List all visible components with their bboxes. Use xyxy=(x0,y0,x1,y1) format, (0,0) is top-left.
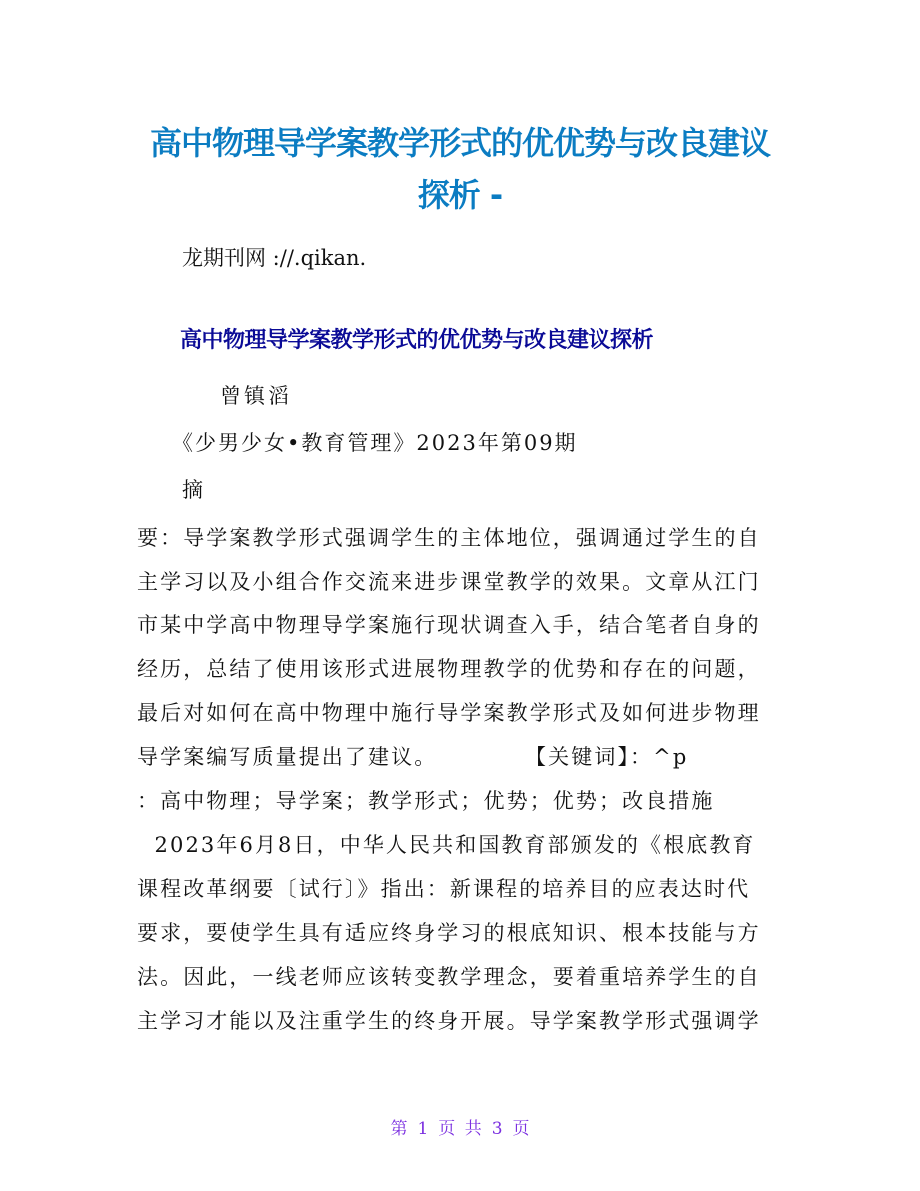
author: 曾镇滔 xyxy=(220,384,292,408)
body-line: 主学习以及小组合作交流来进步课堂教学的效果。文章从江门 xyxy=(137,570,761,594)
body-line: 导学案编写质量提出了建议。 【关键词】：^p xyxy=(137,745,689,769)
page-total: 3 xyxy=(491,1119,503,1139)
page-footer xyxy=(0,1114,920,1139)
journal-info: 《少男少女•教育管理》2023年第09期 xyxy=(172,431,578,455)
body-line: 课程改革纲要〔试行〕》指出：新课程的培养目的应表达时代 xyxy=(137,877,751,901)
source-line: 龙期刊网 ://.qikan. xyxy=(182,246,367,270)
abstract-label: 摘 xyxy=(182,478,203,502)
body-line: 2023年6月8日，中华人民共和国教育部颁发的《根底教育 xyxy=(137,833,756,857)
article-subtitle: 高中物理导学案教学形式的优优势与改良建议探析 xyxy=(180,328,654,353)
footer-mid: 页 共 xyxy=(438,1119,482,1139)
footer-prefix: 第 xyxy=(390,1119,408,1139)
body-line: 主学习才能以及注重学生的终身开展。导学案教学形式强调学 xyxy=(137,1009,761,1033)
body-line: 市某中学高中物理导学案施行现状调查入手，结合笔者自身的 xyxy=(137,613,761,637)
document-title-line-2: 探析 - xyxy=(417,176,503,214)
page-number: 1 xyxy=(417,1119,429,1139)
body-line: 最后对如何在高中物理中施行导学案教学形式及如何进步物理 xyxy=(137,701,761,725)
footer-suffix: 页 xyxy=(512,1119,530,1139)
body-line: 要：导学案教学形式强调学生的主体地位，强调通过学生的自 xyxy=(137,526,761,550)
document-title-line-1: 高中物理导学案教学形式的优优势与改良建议 xyxy=(149,124,770,162)
body-line: 要求，要使学生具有适应终身学习的根底知识、根本技能与方 xyxy=(137,921,761,945)
body-line: 法。因此，一线老师应该转变教学理念，要着重培养学生的自 xyxy=(137,965,761,989)
body-line: ：高中物理；导学案；教学形式；优势；优势；改良措施 xyxy=(137,789,715,813)
body-line: 经历，总结了使用该形式进展物理教学的优势和存在的问题， xyxy=(137,657,761,681)
